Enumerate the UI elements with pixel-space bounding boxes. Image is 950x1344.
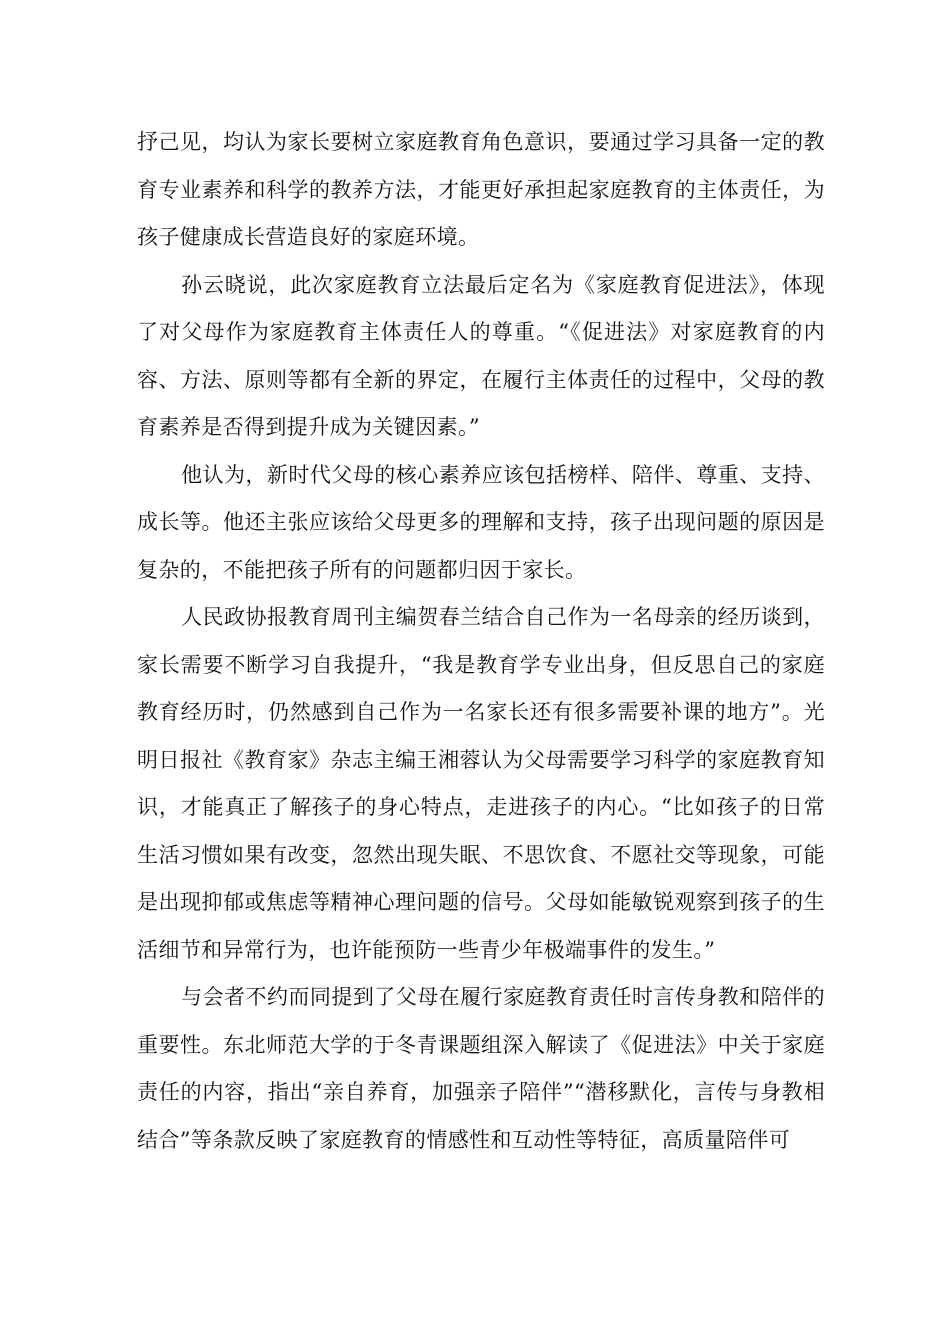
paragraph-core-literacy: 他认为，新时代父母的核心素养应该包括榜样、陪伴、尊重、支持、成长等。他还主张应该给父母更多的理解和支持，孩子出现问题的原因是复杂的，不能把孩子所有的问题都归因于家长。 <box>137 462 825 582</box>
paragraph-he-chunlan: 人民政协报教育周刊主编贺春兰结合自己作为一名母亲的经历谈到，家长需要不断学习自我提升，“我是教育学专业出身，但反思自己的家庭教育经历时，仍然感到自己作为一名家长还有很多需要补课的地方”。光明日报社《教育家》杂志主编王湘蓉认为父母需要学习科学的家庭教育知识，才能真正了解孩子的身心特点，走进孩子的内心。“比如孩子的日常生活习惯如果有改变，忽然出现失眠、不思饮食、不愿社交等现象，可能是出现抑郁或焦虑等精神心理问题的信号。父母如能敏锐观察到孩子的生活细节和异常行为，也许能预防一些青少年极端事件的发生。” <box>137 605 825 962</box>
paragraph-sun-yunxiao: 孙云晓说，此次家庭教育立法最后定名为《家庭教育促进法》，体现了对父母作为家庭教育主体责任人的尊重。“《促进法》对家庭教育的内容、方法、原则等都有全新的界定，在履行主体责任的过程中，父母的教育素养是否得到提升成为关键因素。” <box>137 272 825 439</box>
article-body <box>137 119 825 1164</box>
paragraph-companionship: 与会者不约而同提到了父母在履行家庭教育责任时言传身教和陪伴的重要性。东北师范大学的于冬青课题组深入解读了《促进法》中关于家庭责任的内容，指出“亲自养育，加强亲子陪伴”“潜移默化，言传与身教相结合”等条款反映了家庭教育的情感性和互动性等特征，高质量陪伴可 <box>137 985 825 1152</box>
paragraph-continuation: 抒己见，均认为家长要树立家庭教育角色意识，要通过学习具备一定的教育专业素养和科学的教养方法，才能更好承担起家庭教育的主体责任，为孩子健康成长营造良好的家庭环境。 <box>137 130 825 249</box>
